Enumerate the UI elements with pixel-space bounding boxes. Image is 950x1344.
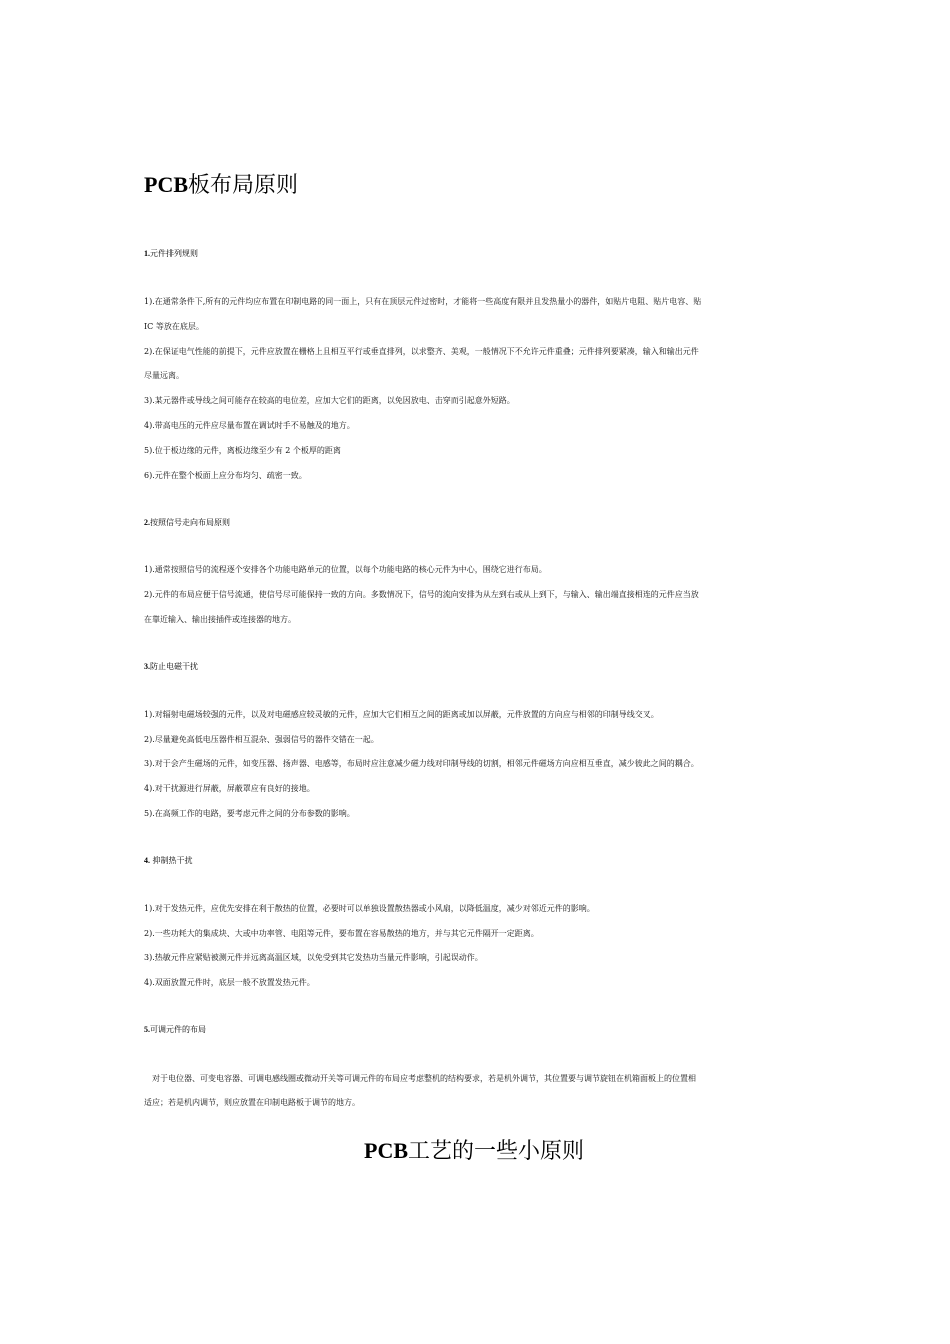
section-2-paragraph-2a: 2).元件的布局应便于信号流通，使信号尽可能保持一致的方向。多数情况下，信号的流向安排为从左到右或从上到下，与输入、输出端直接相连的元件应当放 bbox=[144, 590, 699, 599]
section-2-heading bbox=[144, 517, 230, 529]
section-3-paragraph-4: 4).对干扰源进行屏蔽，屏蔽罩应有良好的接地。 bbox=[144, 784, 315, 793]
section-2-heading-text: 按照信号走向布局原则 bbox=[150, 518, 230, 527]
section-1-paragraph-4: 4).带高电压的元件应尽量布置在调试时手不易触及的地方。 bbox=[144, 421, 355, 430]
main-title bbox=[144, 172, 298, 199]
section-3-heading bbox=[144, 661, 198, 673]
section-3-heading-text: 防止电磁干扰 bbox=[150, 662, 198, 671]
section-5-heading bbox=[144, 1024, 206, 1036]
section-3-number: 3. bbox=[144, 662, 150, 671]
section-1-paragraph-1a: 1).在通常条件下,所有的元件均应布置在印制电路的同一面上，只有在顶层元件过密时，才能将一些高度有限并且发热量小的器件，如贴片电阻、贴片电容、贴 bbox=[144, 297, 702, 306]
section-1-number: 1. bbox=[144, 249, 150, 258]
section-1-heading bbox=[144, 248, 198, 260]
section-1-paragraph-1b: IC 等放在底层。 bbox=[144, 322, 204, 331]
section-4-number: 4. bbox=[144, 856, 150, 865]
section-3-paragraph-2: 2).尽量避免高低电压器件相互混杂、强弱信号的器件交错在一起。 bbox=[144, 735, 379, 744]
section-3-paragraph-5: 5).在高频工作的电路，要考虑元件之间的分布参数的影响。 bbox=[144, 809, 355, 818]
second-title bbox=[364, 1138, 584, 1165]
second-title-latin: PCB bbox=[364, 1138, 408, 1163]
section-3-paragraph-1: 1).对辐射电磁场较强的元件，以及对电磁感应较灵敏的元件，应加大它们相互之间的距离或加以屏蔽，元件放置的方向应与相邻的印制导线交叉。 bbox=[144, 710, 659, 719]
main-title-cjk: 板布局原则 bbox=[188, 173, 299, 198]
section-1-paragraph-3: 3).某元器件或导线之间可能存在较高的电位差，应加大它们的距离，以免因放电、击穿而引起意外短路。 bbox=[144, 396, 515, 405]
section-1-paragraph-6: 6).元件在整个板面上应分布均匀、疏密一致。 bbox=[144, 471, 307, 480]
section-4-paragraph-3: 3).热敏元件应紧贴被测元件并远离高温区域，以免受到其它发热功当量元件影响，引起误动作。 bbox=[144, 953, 483, 962]
section-4-heading-text: 抑制热干扰 bbox=[150, 856, 193, 865]
section-5-number: 5. bbox=[144, 1025, 150, 1034]
section-4-paragraph-4: 4).双面放置元件时，底层一般不放置发热元件。 bbox=[144, 978, 315, 987]
section-2-paragraph-1: 1).通常按照信号的流程逐个安排各个功能电路单元的位置，以每个功能电路的核心元件为中心，围绕它进行布局。 bbox=[144, 565, 547, 574]
section-5-paragraph-1a: 对于电位器、可变电容器、可调电感线圈或微动开关等可调元件的布局应考虑整机的结构要求，若是机外调节，其位置要与调节旋钮在机箱面板上的位置相 bbox=[152, 1074, 696, 1083]
section-5-paragraph-1b: 适应；若是机内调节，则应放置在印制电路板于调节的地方。 bbox=[144, 1098, 360, 1107]
section-1-heading-text: 元件排列规则 bbox=[150, 249, 198, 258]
section-3-paragraph-3: 3).对于会产生磁场的元件，如变压器、扬声器、电感等，布局时应注意减少磁力线对印制导线的切割，相邻元件磁场方向应相互垂直，减少彼此之间的耦合。 bbox=[144, 759, 699, 768]
section-4-paragraph-2: 2).一些功耗大的集成块、大或中功率管、电阻等元件，要布置在容易散热的地方，并与其它元件隔开一定距离。 bbox=[144, 929, 539, 938]
second-title-cjk: 工艺的一些小原则 bbox=[408, 1139, 585, 1164]
section-5-heading-text: 可调元件的布局 bbox=[150, 1025, 206, 1034]
section-1-paragraph-5: 5).位于板边缘的元件，离板边缘至少有 2 个板厚的距离 bbox=[144, 446, 341, 455]
section-2-number: 2. bbox=[144, 518, 150, 527]
main-title-latin: PCB bbox=[144, 172, 188, 197]
section-1-paragraph-2a: 2).在保证电气性能的前提下，元件应放置在栅格上且相互平行或垂直排列，以求整齐、美观，一般情况下不允许元件重叠；元件排列要紧凑，输入和输出元件 bbox=[144, 347, 699, 356]
section-1-paragraph-2b: 尽量远离。 bbox=[144, 371, 184, 380]
section-4-paragraph-1: 1).对于发热元件，应优先安排在利于散热的位置，必要时可以单独设置散热器或小风扇，以降低温度，减少对邻近元件的影响。 bbox=[144, 904, 595, 913]
section-4-heading bbox=[144, 855, 193, 867]
section-2-paragraph-2b: 在靠近输入、输出接插件或连接器的地方。 bbox=[144, 615, 296, 624]
